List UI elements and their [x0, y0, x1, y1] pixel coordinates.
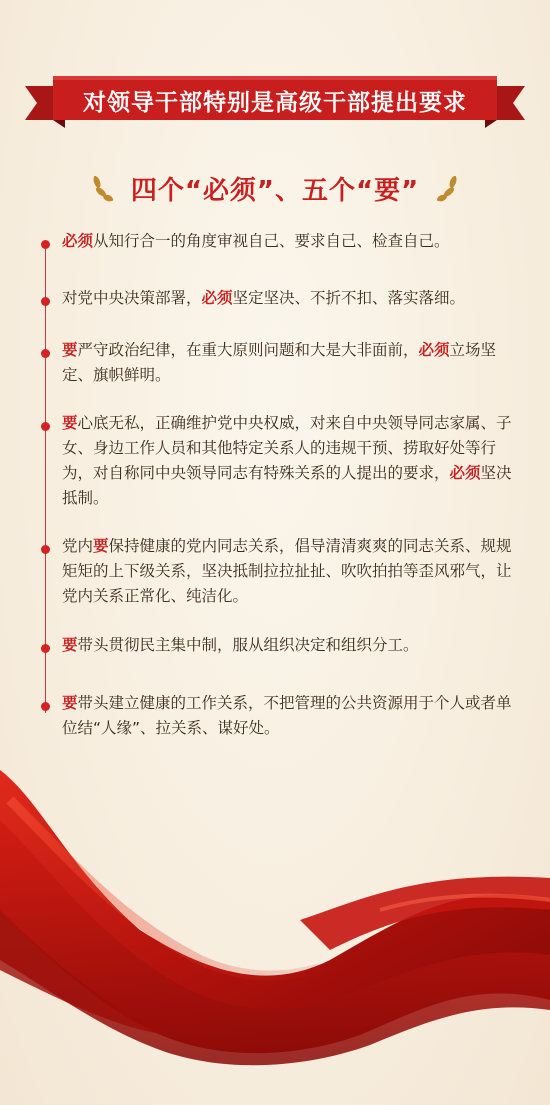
subtitle-text: 四个“必须”、五个“要”: [130, 175, 420, 206]
timeline-dot: [41, 297, 50, 306]
title-banner: [25, 72, 525, 128]
item-text: 立场坚定、旗帜鲜明。: [62, 341, 497, 384]
banner-title: 对领导干部特别是高级干部提出要求: [83, 89, 467, 116]
timeline-dot: [41, 349, 50, 358]
list-item: [62, 338, 517, 388]
timeline-dot: [41, 644, 50, 653]
laurel-left-icon: [89, 170, 119, 206]
list-item: [62, 286, 517, 311]
item-text: 从知行合一的角度审视自己、要求自己、检查自己。: [93, 232, 450, 250]
timeline-dot: [41, 702, 50, 711]
timeline-dot: [41, 240, 50, 249]
item-text: 党内: [62, 537, 94, 555]
item-text: 对党中央决策部署，: [62, 289, 202, 307]
list-item: [62, 229, 517, 254]
item-text: 保持健康的党内同志关系，倡导清清爽爽的同志关系、规规矩矩的上下级关系，坚决抵制拉拉扯扯、吹吹拍拍等歪风邪气，让党内关系正常化、纯洁化。: [62, 537, 512, 605]
item-text: 坚定坚决、不折不扣、落实落细。: [232, 289, 466, 307]
timeline-dot: [41, 545, 50, 554]
highlight-text: 要: [62, 636, 78, 654]
item-text: 带头建立健康的工作关系，不把管理的公共资源用于个人或者单位结“人缘”、拉关系、谋好处。: [62, 694, 512, 737]
highlight-text: 要: [62, 694, 78, 712]
highlight-text: 必须: [418, 341, 450, 359]
highlight-text: 必须: [62, 232, 94, 250]
timeline-line: [45, 243, 46, 713]
item-text: 带头贯彻民主集中制，服从组织决定和组织分工。: [77, 636, 419, 654]
highlight-text: 必须: [449, 464, 481, 482]
highlight-text: 必须: [201, 289, 233, 307]
subtitle-row: [0, 166, 550, 210]
highlight-text: 要: [93, 537, 109, 555]
list-item: [62, 411, 517, 511]
list-item: [62, 633, 517, 658]
item-text: 严守政治纪律，在重大原则问题和大是大非面前，: [77, 341, 419, 359]
laurel-right-icon: [431, 170, 461, 206]
list-item: [62, 534, 517, 609]
timeline-dot: [41, 422, 50, 431]
item-text: 心底无私，正确维护党中央权威，对来自中央领导同志家属、子女、身边工作人员和其他特定关系人的违规干预、捞取好处等行为，对自称同中央领导同志有特殊关系的人提出的要求，: [62, 414, 512, 482]
list-item: [62, 691, 517, 741]
highlight-text: 要: [62, 414, 78, 432]
item-text: 坚决抵制。: [62, 464, 512, 507]
red-silk-ribbon: [0, 760, 550, 1105]
highlight-text: 要: [62, 341, 78, 359]
